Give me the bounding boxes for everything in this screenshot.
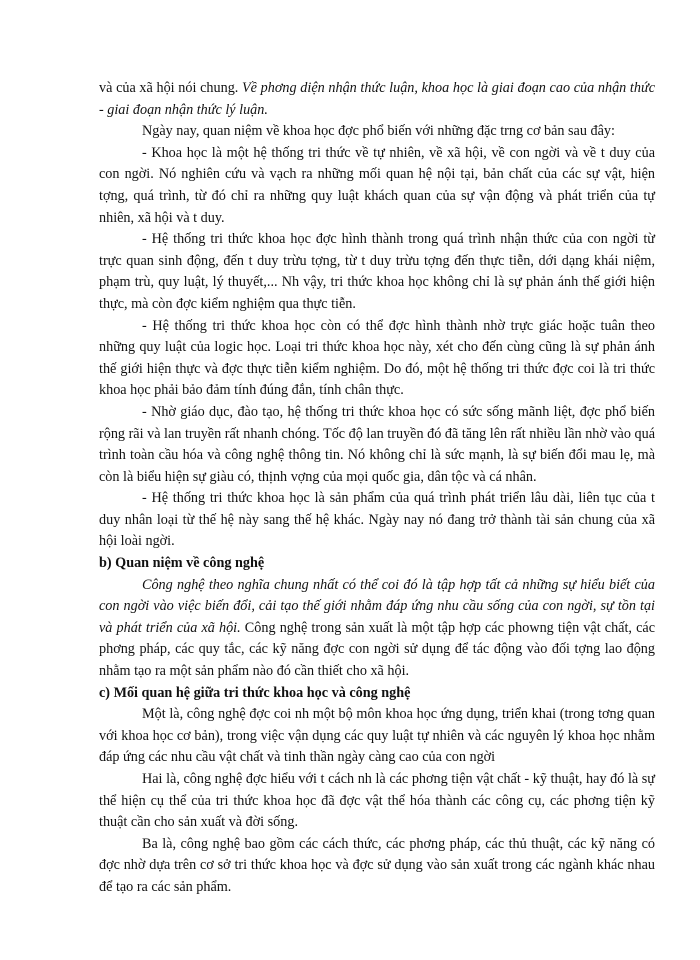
- paragraph-technology-definition: [99, 575, 655, 683]
- intro-text: và của xã hội nói chung.: [99, 80, 243, 96]
- paragraph-second-point: Hai là, công nghệ đợc hiểu với t cách nh là các phơng tiện vật chất - kỹ thuật, hay đó là sự thể hiện cụ thể của tri thức khoa học đã đợc vật thể hóa thành các công cụ, các phơng tiện kỹ thuật cần cho sản xuất và đời sống.: [99, 771, 655, 831]
- technology-definition-italic: Công nghệ theo nghĩa chung nhất có thể coi đó là tập hợp tất cả những sự hiểu biết của con ngời vào việc biến đổi, cải tạo thế giới nhằm đáp ứng nhu cầu sống của con ngời, sự tồn tại và phát triển của xã hội.: [99, 576, 655, 636]
- section-heading-technology-concept: b) Quan niệm về công nghệ: [99, 555, 265, 572]
- list-item-education-spread: - Nhờ giáo dục, đào tạo, hệ thống tri thức khoa học có sức sống mãnh liệt, đợc phổ biến rộng rãi và lan truyền rất nhanh chóng. Tốc độ lan truyền đó đã tăng lên rất nhiều lần nhờ vào quá trình toàn cầu hóa và công nghệ thông tin. Nó không chỉ là sức mạnh, là sự biến đổi mau lẹ, mà còn là biểu hiện sự giàu có, thịnh vợng của mọi quốc gia, dân tộc và cá nhân.: [99, 403, 655, 485]
- paragraph-first-point: Một là, công nghệ đợc coi nh một bộ môn khoa học ứng dụng, triển khai (trong tơng quan với khoa học cơ bản), trong việc vận dụng các quy luật tự nhiên và các nguyên lý khoa học nhằm đáp ứng các nhu cầu vật chất và tinh thần ngày càng cao của con ngời: [99, 706, 655, 766]
- section-heading-relationship: c) Mối quan hệ giữa tri thức khoa học và công nghệ: [99, 684, 411, 701]
- technology-definition-text: Công nghệ trong sản xuất là một tập hợp các phowng tiện vật chất, các phơng pháp, các quy tắc, các kỹ năng đợc con ngời sử dụng để tác động vào đối tợng lao động nhằm tạo ra một sản phẩm nào đó cần thiết cho xã hội.: [99, 619, 655, 680]
- list-item-science-system: - Khoa học là một hệ thống tri thức về tự nhiên, về xã hội, về con ngời và về t duy của con ngời. Nó nghiên cứu và vạch ra những mối quan hệ nội tại, bản chất của các sự vật, hiện tợng, quá trình, từ đó chỉ ra những quy luật khách quan của sự vận động và phát triển của tự nhiên, xã hội và t duy.: [99, 144, 655, 226]
- intro-italic-text: Về phơng diện nhận thức luận, khoa học là giai đoạn cao của nhận thức - giai đoạn nhận thức lý luận.: [99, 80, 655, 118]
- paragraph-nowadays: Ngày nay, quan niệm về khoa học đợc phổ biến với những đặc trng cơ bản sau đây:: [142, 123, 615, 140]
- list-item-knowledge-formation: - Hệ thống tri thức khoa học đợc hình thành trong quá trình nhận thức của con ngời từ trực quan sinh động, đến t duy trừu tợng, từ t duy trừu tợng đến thực tiễn, dới dạng khái niệm, phạm trù, quy luật, lý thuyết,... Nh vậy, tri thức khoa học không chỉ là sự phản ánh thế giới hiện thực, mà còn đợc kiểm nghiệm qua thực tiễn.: [99, 231, 655, 312]
- list-item-long-development: - Hệ thống tri thức khoa học là sản phẩm của quá trình phát triển lâu dài, liên tục của t duy nhân loại từ thế hệ này sang thế hệ khác. Ngày nay nó đang trở thành tài sản chung của xã hội loài ngời.: [99, 490, 655, 550]
- list-item-intuition-logic: - Hệ thống tri thức khoa học còn có thể đợc hình thành nhờ trực giác hoặc tuân theo những quy luật của logic học. Loại tri thức khoa học này, xét cho đến cùng cũng là sự phản ánh thế giới hiện thực và đợc thực tiễn kiểm nghiệm. Do đó, một hệ thống tri thức đợc coi là tri thức khoa học phải bảo đảm tính đúng đắn, tính chân thực.: [99, 317, 655, 399]
- paragraph-third-point: Ba là, công nghệ bao gồm các cách thức, các phơng pháp, các thủ thuật, các kỹ năng có đợc nhờ dựa trên cơ sở tri thức khoa học và đợc sử dụng vào sản xuất trong các ngành khác nhau để tạo ra các sản phẩm.: [99, 835, 655, 895]
- paragraph-intro-continued: [99, 78, 655, 121]
